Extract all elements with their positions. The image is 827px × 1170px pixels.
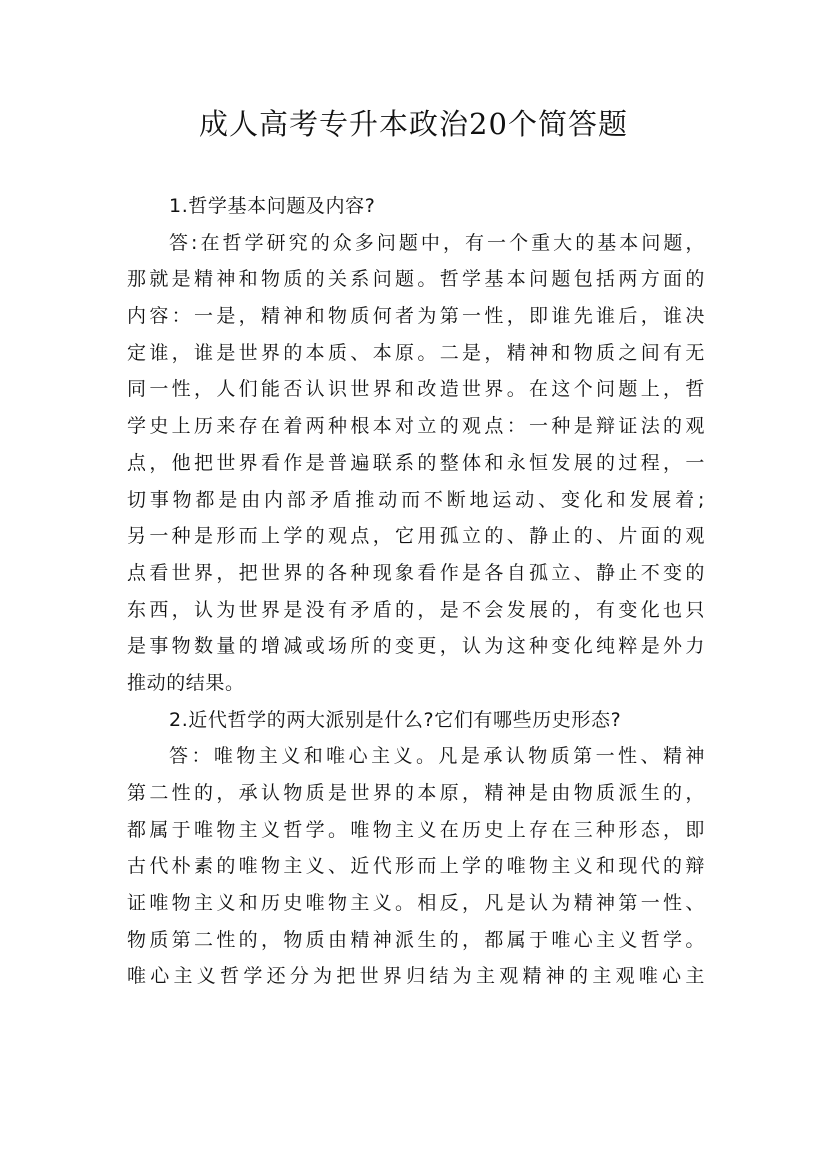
paragraph-line: 切事物都是由内部矛盾推动而不断地运动、变化和发展着;: [127, 488, 705, 511]
question-1-heading: 1.哲学基本问题及内容?: [169, 195, 376, 217]
paragraph-line: 内容：一是，精神和物质何者为第一性，即谁先谁后，谁决: [127, 305, 705, 328]
paragraph-line: 唯心主义哲学还分为把世界归结为主观精神的主观唯心主: [127, 965, 705, 988]
question-2-heading: 2.近代哲学的两大派别是什么?它们有哪些历史形态?: [169, 708, 622, 731]
paragraph-line: 推动的结果。: [127, 671, 245, 694]
paragraph-line: 都属于唯物主义哲学。唯物主义在历史上存在三种形态，即: [127, 818, 705, 841]
paragraph-line: 那就是精神和物质的关系问题。哲学基本问题包括两方面的: [127, 268, 705, 291]
paragraph-line: 第二性的，承认物质是世界的本原，精神是由物质派生的，: [127, 782, 705, 804]
paragraph-line: 学史上历来存在着两种根本对立的观点：一种是辩证法的观: [127, 415, 705, 438]
paragraph-line: 点看世界，把世界的各种现象看作是各自孤立、静止不变的: [127, 561, 705, 584]
paragraph-line: 点，他把世界看作是普遍联系的整体和永恒发展的过程，一: [127, 451, 705, 474]
document-body: [127, 188, 705, 995]
paragraph-line: 是事物数量的增减或场所的变更，认为这种变化纯粹是外力: [127, 635, 705, 658]
paragraph-line: 物质第二性的，物质由精神派生的，都属于唯心主义哲学。: [127, 928, 705, 951]
document-title: 成人高考专升本政治20个简答题: [199, 107, 628, 141]
paragraph-line: 答:在哲学研究的众多问题中，有一个重大的基本问题，: [169, 231, 705, 254]
paragraph-line: 同一性，人们能否认识世界和改造世界。在这个问题上，哲: [127, 378, 705, 401]
paragraph-line: 定谁，谁是世界的本质、本原。二是，精神和物质之间有无: [127, 341, 705, 364]
paragraph-line: 答：唯物主义和唯心主义。凡是承认物质第一性、精神: [169, 745, 705, 768]
paragraph-line: 东西，认为世界是没有矛盾的，是不会发展的，有变化也只: [127, 598, 705, 621]
paragraph-line: 古代朴素的唯物主义、近代形而上学的唯物主义和现代的辩: [127, 855, 705, 878]
paragraph-line: 证唯物主义和历史唯物主义。相反，凡是认为精神第一性、: [127, 892, 705, 915]
paragraph-line: 另一种是形而上学的观点，它用孤立的、静止的、片面的观: [127, 525, 705, 548]
